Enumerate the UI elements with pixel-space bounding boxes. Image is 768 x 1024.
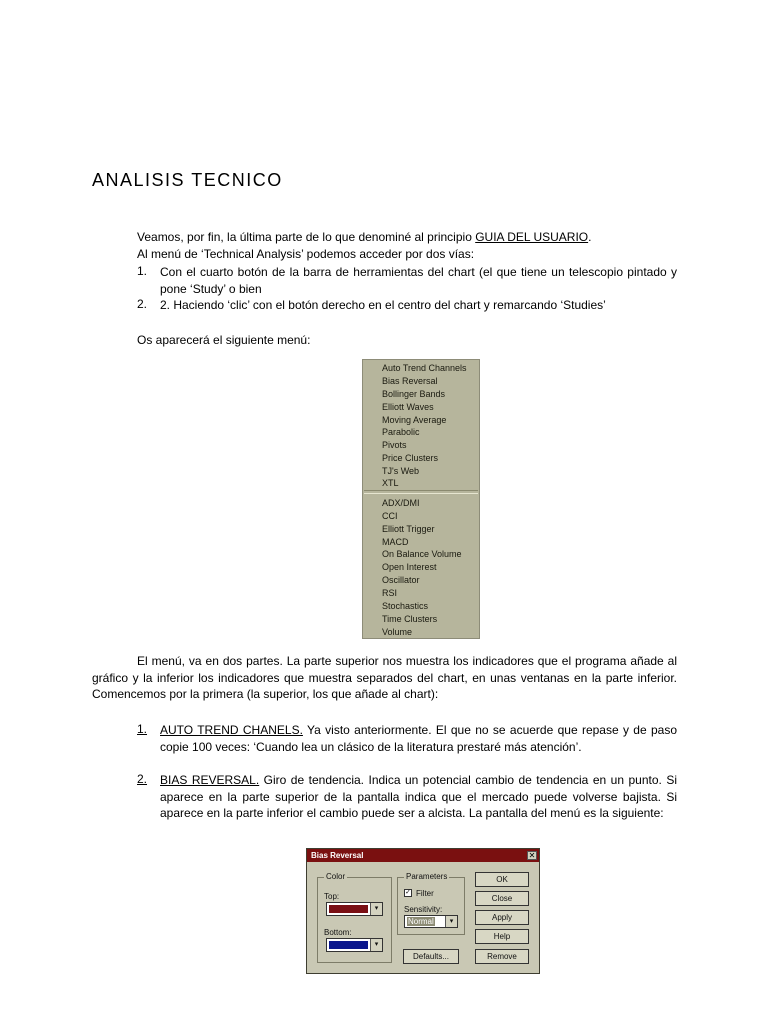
menu-item[interactable]: MACD <box>382 537 409 547</box>
menu-item[interactable]: TJ's Web <box>382 466 420 476</box>
filter-label: Filter <box>416 889 434 898</box>
menu-item[interactable]: On Balance Volume <box>382 549 462 559</box>
menu-item[interactable]: Bollinger Bands <box>382 389 446 399</box>
close-button[interactable]: Close <box>475 891 529 906</box>
list-item: 2. Haciendo ‘clic’ con el botón derecho en el centro del chart y remarcando ‘Studies’ <box>160 298 606 312</box>
filter-checkbox[interactable]: ✓ <box>405 889 411 896</box>
section-heading: AUTO TREND CHANELS. <box>160 723 303 737</box>
section-bias-reversal <box>160 772 677 822</box>
menu-item[interactable]: Bias Reversal <box>382 376 438 386</box>
chevron-down-icon: ▾ <box>370 939 382 951</box>
section-auto-trend <box>160 722 677 755</box>
chevron-down-icon: ▾ <box>370 903 382 915</box>
section-number: 2. <box>137 772 148 786</box>
top-label: Top: <box>324 892 340 901</box>
apply-button[interactable]: Apply <box>475 910 529 925</box>
page-title: ANALISIS TECNICO <box>92 170 283 190</box>
defaults-button[interactable]: Defaults... <box>403 949 459 964</box>
section-text: Ya visto anteriormente. El que no se acuerde que repase y de paso copie 100 veces: ‘Cuando lea un clásico de la literatura prestaré más atención’. <box>160 723 678 754</box>
parameters-group <box>397 872 465 935</box>
menu-item[interactable]: Oscillator <box>382 575 420 585</box>
dialog-title: Bias Reversal <box>307 849 539 862</box>
menu-item[interactable]: Pivots <box>382 440 407 450</box>
top-color-select[interactable] <box>326 902 383 916</box>
bottom-label: Bottom: <box>324 928 352 937</box>
sensitivity-value: Normal <box>408 917 434 926</box>
bottom-color-select[interactable] <box>326 938 383 952</box>
body-paragraph: El menú, va en dos partes. La parte superior nos muestra los indicadores que el programa añade al gráfico y la inferior los indicadores que muestra separados del chart, en unas ventanas en la parte inferior. Comencemos por la primera (la superior, los que añade al chart): <box>92 654 677 701</box>
list-item-number: 2. <box>137 297 148 311</box>
menu-item[interactable]: ADX/DMI <box>382 498 420 508</box>
section-heading: BIAS REVERSAL. <box>160 773 260 787</box>
sensitivity-select[interactable] <box>404 915 458 928</box>
bias-reversal-dialog <box>306 848 540 974</box>
menu-item[interactable]: Open Interest <box>382 562 437 572</box>
menu-item[interactable]: Stochastics <box>382 601 429 611</box>
menu-item[interactable]: XTL <box>382 478 399 488</box>
list-item-number: 1. <box>137 264 148 278</box>
intro-line-2: Al menú de ‘Technical Analysis’ podemos acceder por dos vías: <box>137 247 475 261</box>
menu-item[interactable]: RSI <box>382 588 398 598</box>
menu-item[interactable]: Elliott Waves <box>382 402 434 412</box>
close-icon[interactable]: ✕ <box>528 851 536 860</box>
user-guide-link[interactable]: GUIA DEL USUARIO <box>475 230 589 244</box>
menu-item[interactable]: Parabolic <box>382 427 420 437</box>
intro-period: . <box>588 230 592 244</box>
menu-item[interactable]: Auto Trend Channels <box>382 363 467 373</box>
remove-button[interactable]: Remove <box>475 949 529 964</box>
menu-item[interactable]: CCI <box>382 511 398 521</box>
help-button[interactable]: Help <box>475 929 529 944</box>
menu-item[interactable]: Elliott Trigger <box>382 524 435 534</box>
color-group <box>317 872 392 963</box>
chevron-down-icon: ▾ <box>445 916 457 927</box>
sensitivity-label: Sensitivity: <box>404 905 443 914</box>
color-group-label: Color <box>326 872 346 881</box>
bottom-color-swatch <box>329 941 368 949</box>
intro-text: Veamos, por fin, la última parte de lo que denominé al principio <box>137 230 476 244</box>
menu-item[interactable]: Price Clusters <box>382 453 439 463</box>
menu-item[interactable]: Moving Average <box>382 415 447 425</box>
parameters-group-label: Parameters <box>406 872 448 881</box>
menu-item[interactable]: Time Clusters <box>382 614 438 624</box>
list-item: Con el cuarto botón de la barra de herramientas del chart (el que tiene un telescopio pintado y pone ‘Study’ o bien <box>160 265 677 296</box>
ok-button[interactable]: OK <box>475 872 529 887</box>
intro-line-1 <box>137 229 591 246</box>
menu-item[interactable]: Volume <box>382 627 413 637</box>
studies-menu <box>362 359 480 639</box>
menu-separator <box>364 490 478 494</box>
section-text: Giro de tendencia. Indica un potencial cambio de tendencia en un punto. Si aparece en la parte superior de la pantalla indica que el mercado puede volverse bajista. Si aparece en la parte inferior el cambio puede ser a alcista. La pantalla del menú es la siguiente: <box>160 773 677 820</box>
section-number: 1. <box>137 722 148 736</box>
top-color-swatch <box>329 905 368 913</box>
menu-lead-text: Os aparecerá el siguiente menú: <box>137 333 311 347</box>
